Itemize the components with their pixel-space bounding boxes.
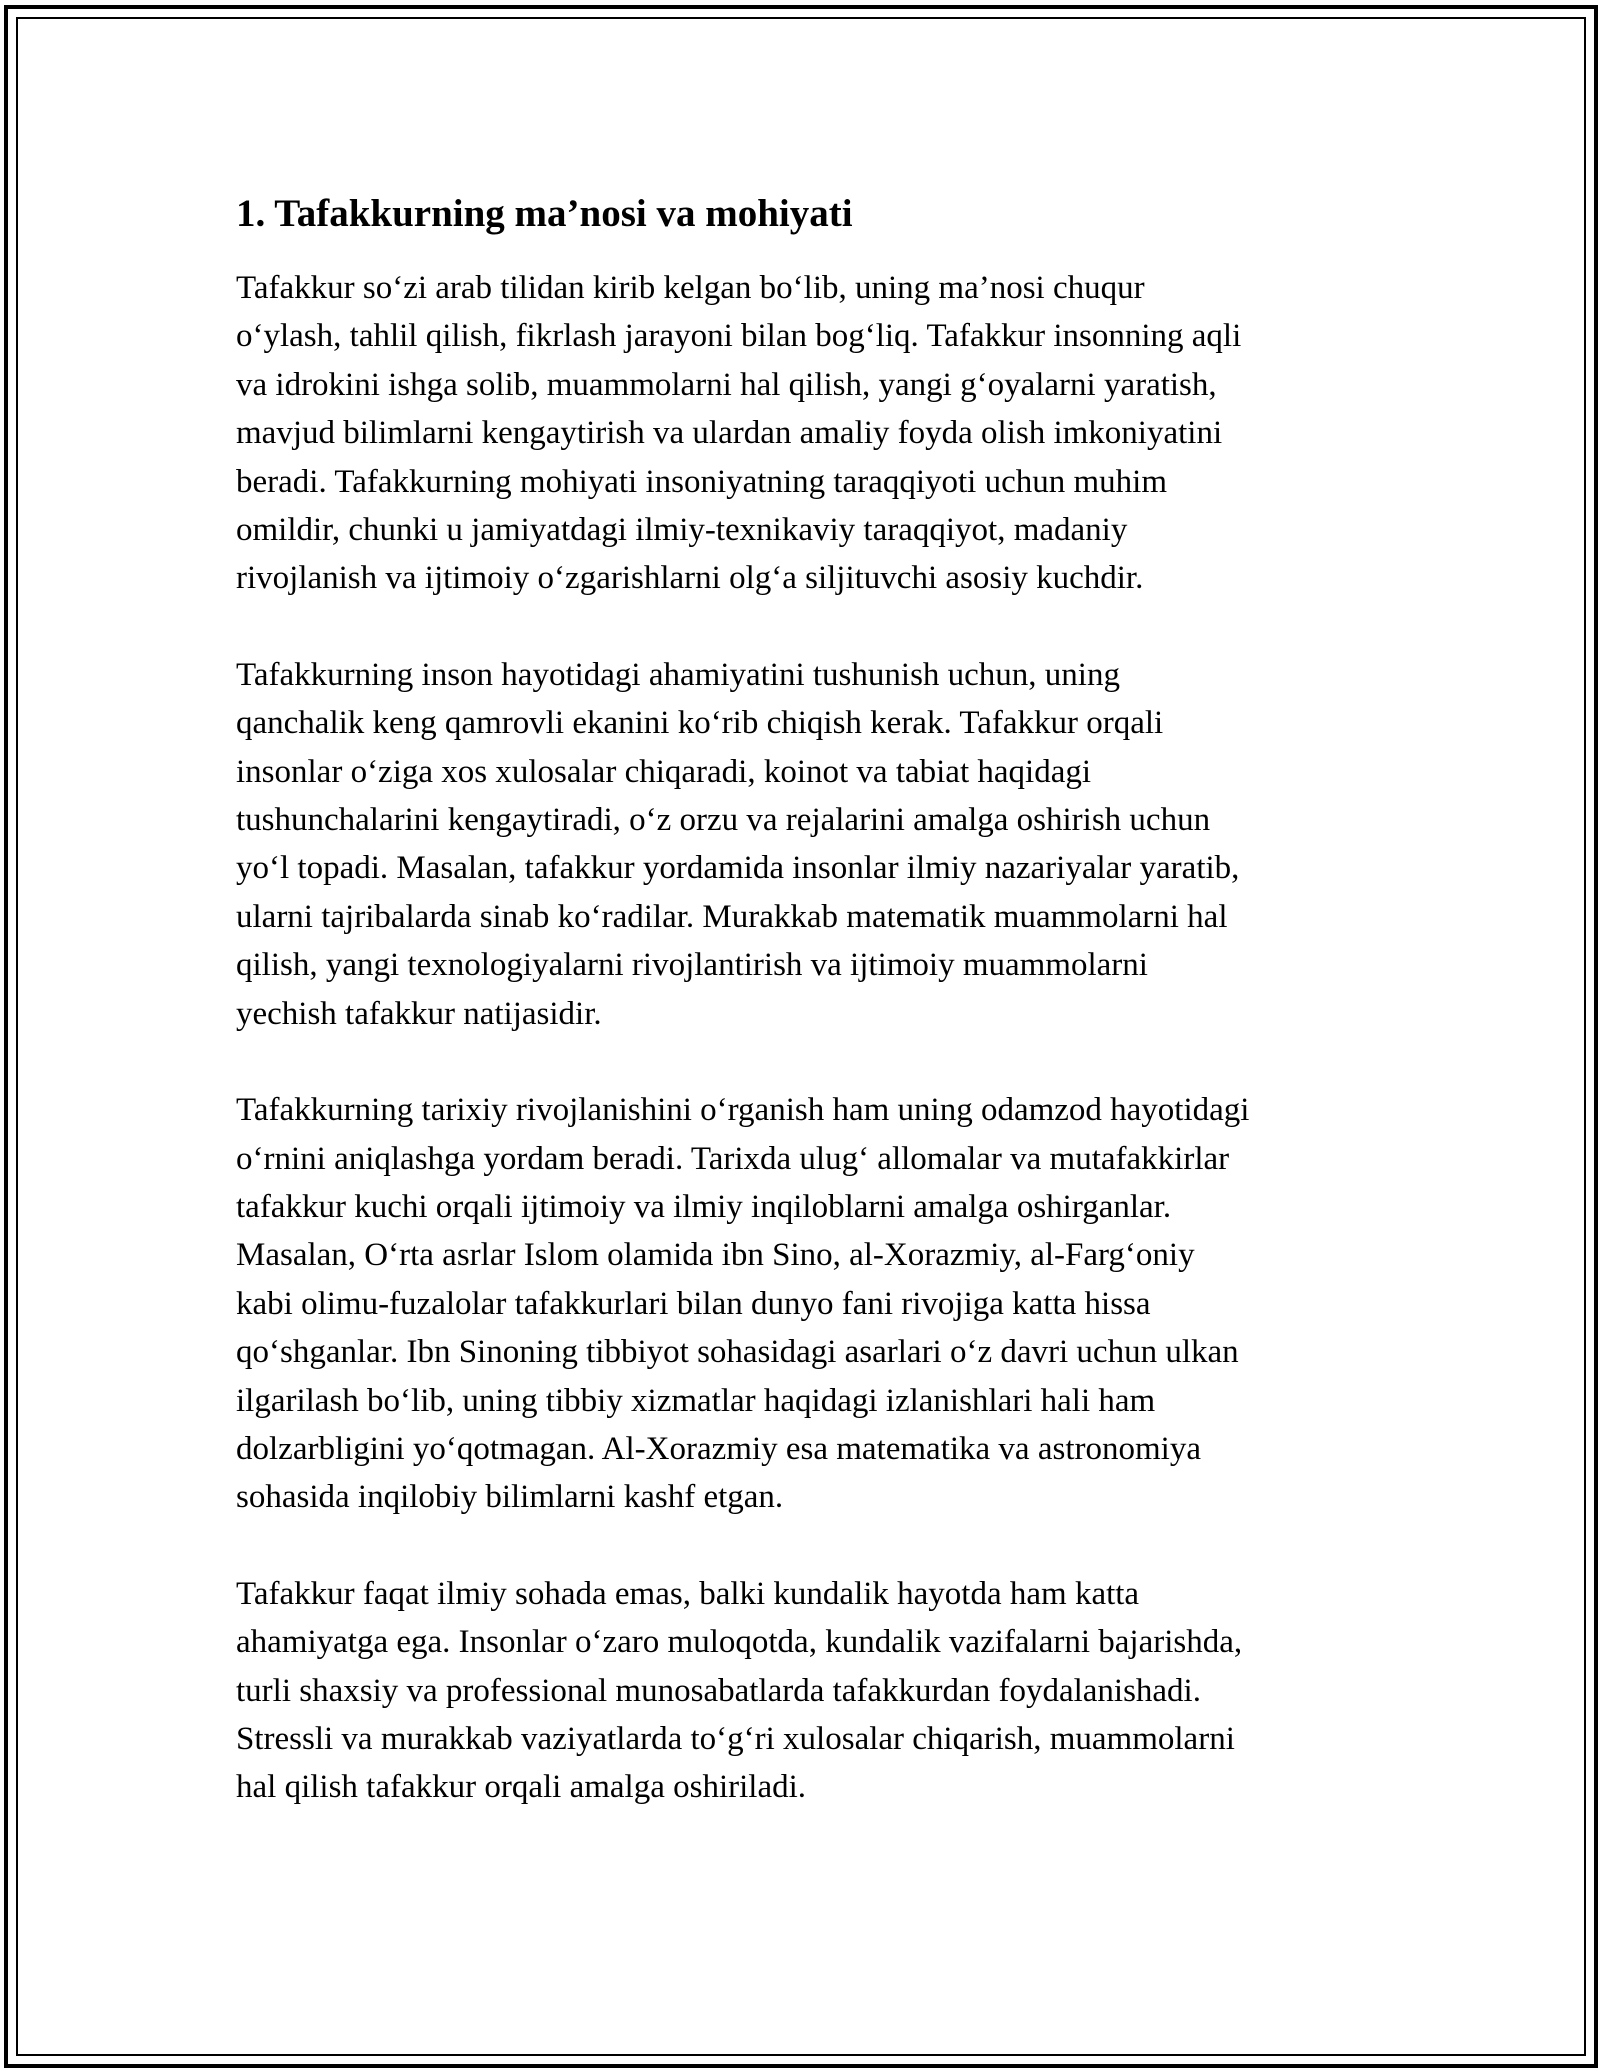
text-line: insonlar o‘ziga xos xulosalar chiqaradi, koinot va tabiat haqidagi <box>236 753 1092 790</box>
document-body <box>236 184 1376 1860</box>
paragraph-4 <box>236 1570 1376 1812</box>
text-line: yo‘l topadi. Masalan, tafakkur yordamida insonlar ilmiy nazariyalar yaratib, <box>236 850 1240 887</box>
text-line: rivojlanish va ijtimoiy o‘zgarishlarni olg‘a siljituvchi asosiy kuchdir. <box>236 560 1144 597</box>
paragraph-1 <box>236 264 1376 603</box>
text-line: beradi. Tafakkurning mohiyati insoniyatning taraqqiyoti uchun muhim <box>236 463 1167 500</box>
text-line: qanchalik keng qamrovli ekanini ko‘rib chiqish kerak. Tafakkur orqali <box>236 705 1164 742</box>
text-line: va idrokini ishga solib, muammolarni hal qilish, yangi g‘oyalarni yaratish, <box>236 366 1217 403</box>
text-line: Tafakkur faqat ilmiy sohada emas, balki kundalik hayotda ham katta <box>236 1575 1140 1612</box>
paragraph-2 <box>236 651 1376 1038</box>
text-line: ularni tajribalarda sinab ko‘radilar. Murakkab matematik muammolarni hal <box>236 898 1228 935</box>
text-line: qilish, yangi texnologiyalarni rivojlantirish va ijtimoiy muammolarni <box>236 947 1148 984</box>
text-line: qo‘shganlar. Ibn Sinoning tibbiyot sohasidagi asarlari o‘z davri uchun ulkan <box>236 1334 1239 1371</box>
text-line: o‘rnini aniqlashga yordam beradi. Tarixda ulug‘ allomalar va mutafakkirlar <box>236 1140 1230 1177</box>
text-line: hal qilish tafakkur orqali amalga oshiriladi. <box>236 1769 807 1806</box>
text-line: ahamiyatga ega. Insonlar o‘zaro muloqotda, kundalik vazifalarni bajarishda, <box>236 1624 1243 1661</box>
paragraph-3 <box>236 1086 1376 1522</box>
text-line: Tafakkur so‘zi arab tilidan kirib kelgan bo‘lib, uning ma’nosi chuqur <box>236 270 1145 306</box>
text-line: dolzarbligini yo‘qotmagan. Al-Xorazmiy esa matematika va astronomiya <box>236 1430 1201 1467</box>
text-line: o‘ylash, tahlil qilish, fikrlash jarayoni bilan bog‘liq. Tafakkur insonning aqli <box>236 318 1242 355</box>
text-line: mavjud bilimlarni kengaytirish va ulardan amaliy foyda olish imkoniyatini <box>236 415 1223 452</box>
section-heading: 1. Tafakkurning ma’nosi va mohiyati <box>236 192 853 235</box>
text-line: tushunchalarini kengaytiradi, o‘z orzu va rejalarini amalga oshirish uchun <box>236 802 1211 839</box>
text-line: Masalan, O‘rta asrlar Islom olamida ibn Sino, al-Xorazmiy, al-Farg‘oniy <box>236 1237 1195 1274</box>
text-line: turli shaxsiy va professional munosabatlarda tafakkurdan foydalanishadi. <box>236 1672 1201 1709</box>
text-line: Tafakkurning tarixiy rivojlanishini o‘rganish ham uning odamzod hayotidagi <box>236 1092 1250 1129</box>
text-line: yechish tafakkur natijasidir. <box>236 995 602 1032</box>
text-line: tafakkur kuchi orqali ijtimoiy va ilmiy inqiloblarni amalga oshirganlar. <box>236 1188 1172 1225</box>
text-line: ilgarilash bo‘lib, uning tibbiy xizmatlar haqidagi izlanishlari hali ham <box>236 1382 1156 1419</box>
text-line: Stressli va murakkab vaziyatlarda to‘g‘ri xulosalar chiqarish, muammolarni <box>236 1720 1235 1757</box>
text-line: Tafakkurning inson hayotidagi ahamiyatini tushunish uchun, uning <box>236 656 1120 693</box>
text-line: kabi olimu-fuzalolar tafakkurlari bilan dunyo fani rivojiga katta hissa <box>236 1285 1151 1322</box>
text-line: sohasida inqilobiy bilimlarni kashf etgan. <box>236 1479 784 1516</box>
text-line: omildir, chunki u jamiyatdagi ilmiy-texnikaviy taraqqiyot, madaniy <box>236 512 1128 549</box>
